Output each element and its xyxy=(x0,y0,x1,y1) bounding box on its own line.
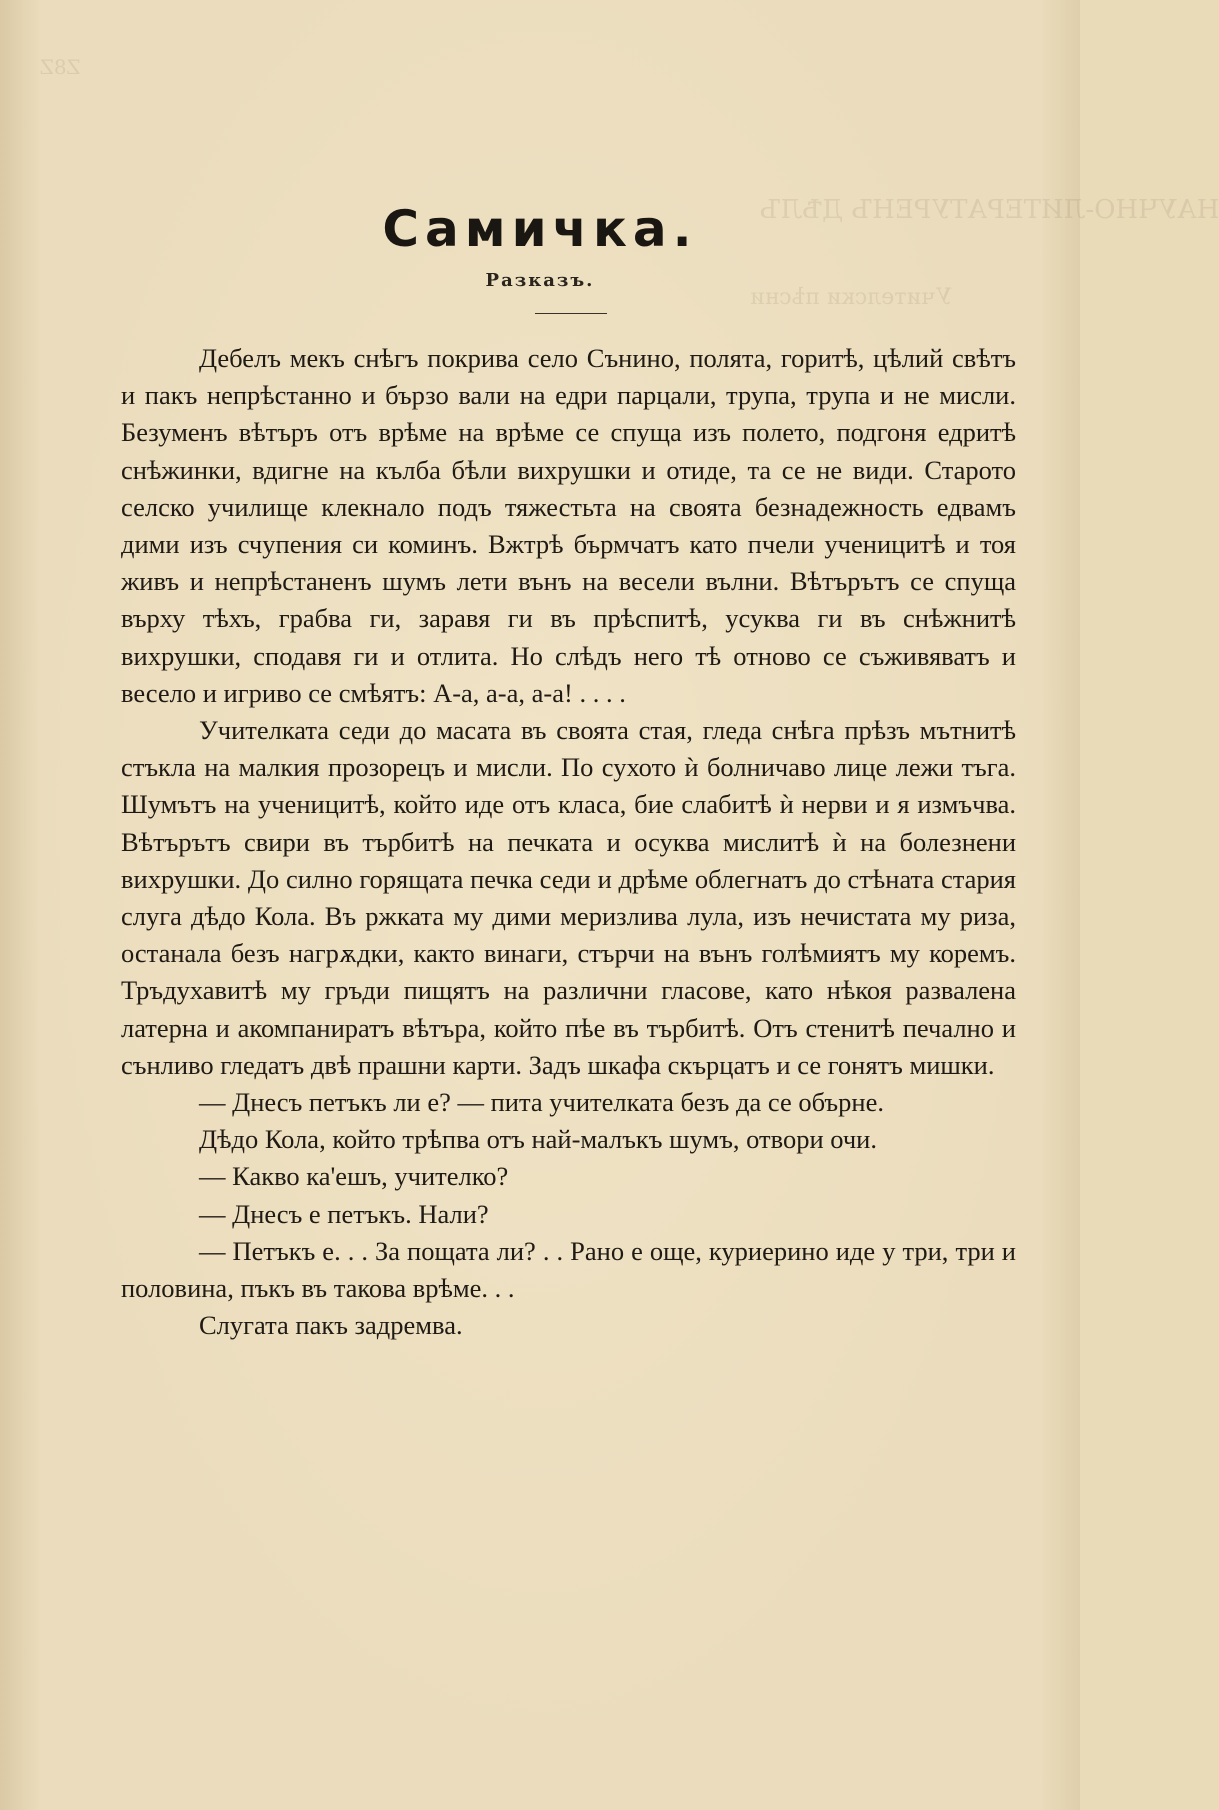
story-title: Самичка. xyxy=(382,200,698,258)
story-subtitle: Разказъ. xyxy=(485,270,595,291)
dialogue-line: — Какво ка'ешъ, учителко? xyxy=(199,1161,509,1192)
paragraph: Дѣдо Кола, който трѣпва отъ най-малъкъ шумъ, отвори очи. xyxy=(199,1124,877,1155)
paragraph: Учителката седи до масата въ своята стая, гледа снѣга прѣзъ мътнитѣ стъкла на малкия прозорецъ и мисли. По сухото ѝ болничаво лице лежи тъга. Шумътъ на ученицитѣ, който иде отъ класа, бие слабитѣ ѝ нерви и я измъчва. Вѣтърътъ свири въ търбитѣ на печката и осуква мислитѣ ѝ на болезнени вихрушки. До силно горящата печка седи и дрѣме облегнатъ до стѣната стария слуга дѣдо Кола. Въ ржката му дими меризлива лула, изъ нечистата му риза, останала безъ нагрѫдки, както винаги, стърчи на вънъ голѣмиятъ му коремъ. Тръдухавитѣ му гръди пищятъ на различни гласове, като нѣкоя развалена латерна и акомпаниратъ вѣтъра, който пѣе въ търбитѣ. Отъ стенитѣ печално и сънливо гледатъ двѣ прашни карти. Задъ шкафа скърцатъ и се гонятъ мишки. xyxy=(121,715,1016,1080)
show-through-bleed: Учителски пѣсни xyxy=(750,285,952,310)
story-text xyxy=(121,340,1016,1344)
paragraph: Дебелъ мекъ снѣгъ покрива село Сънино, полята, горитѣ, цѣлий свѣтъ и пакъ непрѣстанно и бързо вали на едри парцали, трупа, трупа и не мисли. Безуменъ вѣтъръ отъ врѣме на врѣме се спуща изъ полето, подгоня едритѣ снѣжинки, вдигне на кълба бѣли вихрушки и отиде, та се не види. Старото селско училище клекнало подъ тяжестьта на своята безнадежность едвамъ дими изъ счупения си коминъ. Вжтрѣ бърмчатъ като пчели ученицитѣ и тоя живъ и непрѣстаненъ шумъ лети вънъ на весели вълни. Вѣтърътъ се спуща върху тѣхъ, грабва ги, заравя ги въ прѣспитѣ, усуква ги въ снѣжнитѣ вихрушки, сподавя ги и отлита. Но слѣдъ него тѣ отново се съживяватъ и весело и игриво се смѣятъ: А-а, а-а, а-а! . . . . xyxy=(121,343,1016,708)
dialogue-line: — Петъкъ е. . . За пощата ли? . . Рано е още, куриерино иде у три, три и половина, пъкъ въ такова врѣме. . . xyxy=(121,1235,1016,1304)
show-through-bleed: НАУЧНО-ЛИТЕРАТУРЕНЪ ДѢЛЪ xyxy=(760,195,1219,225)
dialogue-line: — Днесъ петъкъ ли е? — пита учителката безъ да се обърне. xyxy=(199,1087,884,1118)
dialogue-line: — Днесъ е петъкъ. Нали? xyxy=(199,1198,489,1229)
title-divider xyxy=(535,313,607,314)
paragraph: Слугата пакъ задремва. xyxy=(199,1310,463,1341)
show-through-bleed: Z8Z xyxy=(40,55,81,79)
